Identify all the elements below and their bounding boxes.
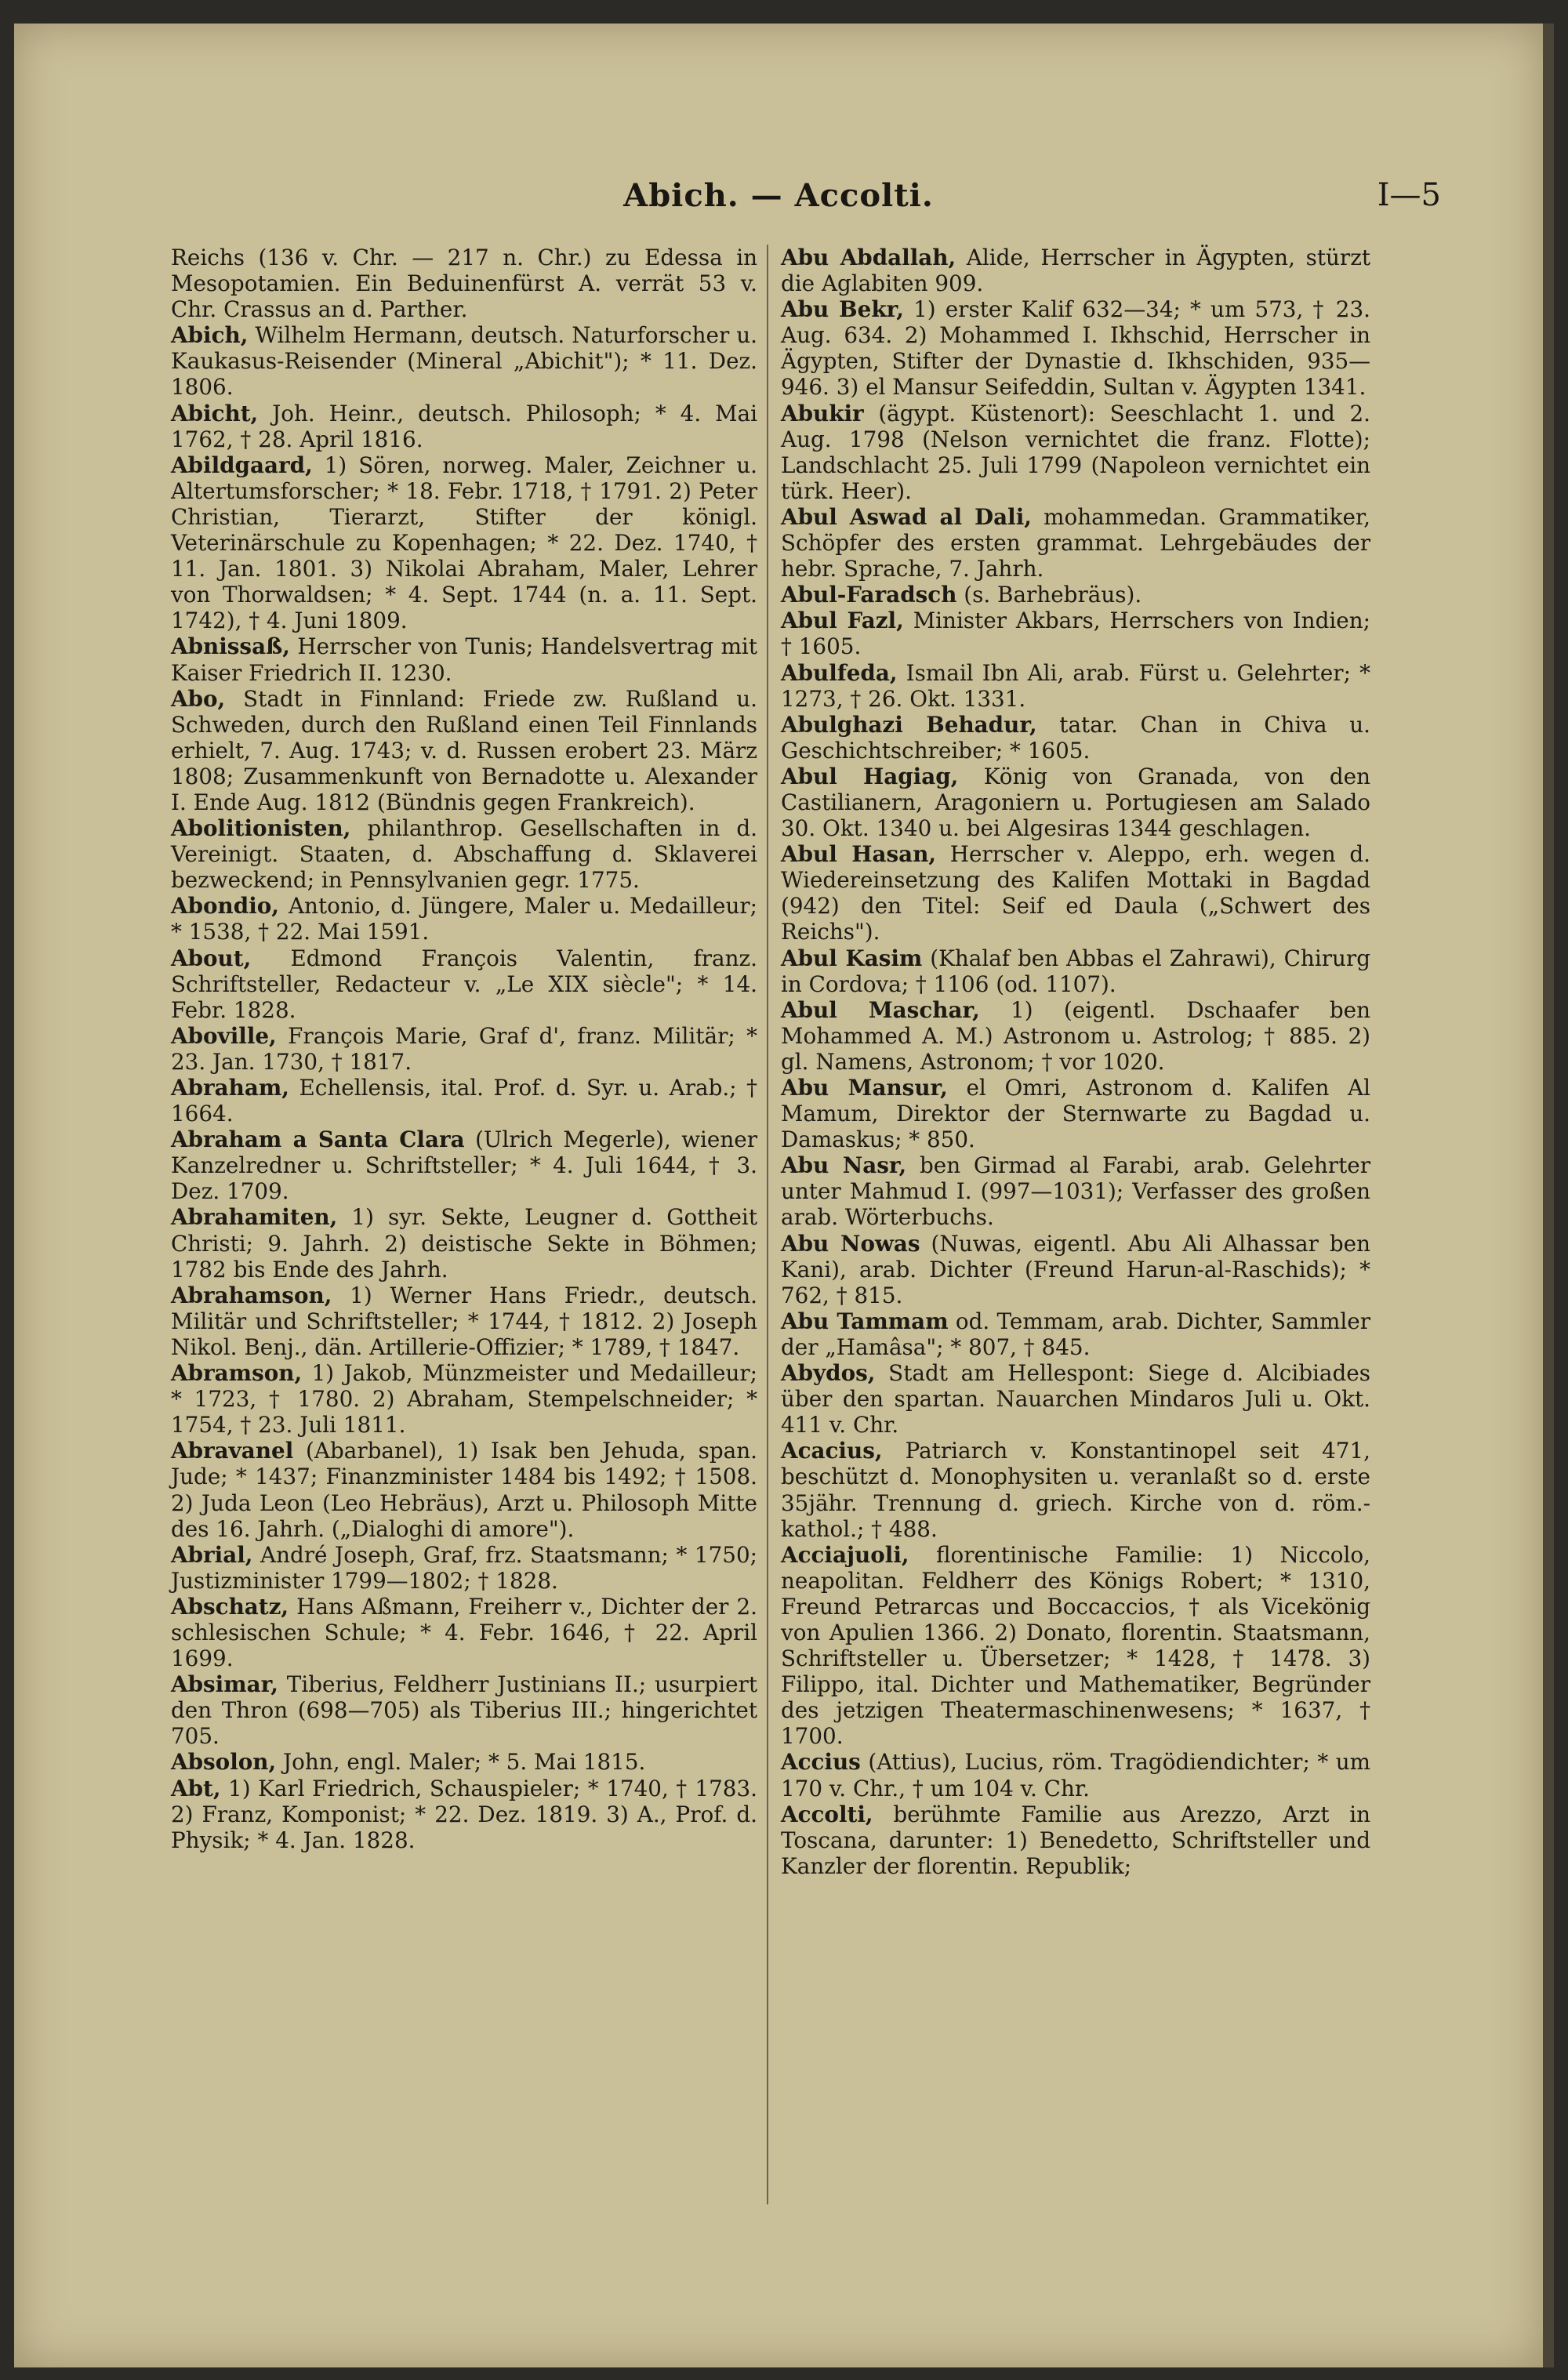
entry-text: Echellensis, ital. Prof. d. Syr. u. Arab.; † 1664. [171, 1075, 757, 1127]
entry-headword: Abrial, [171, 1541, 253, 1568]
entry-text: el Omri, Astronom d. Kalifen Al Mamum, Direktor der Sternwarte zu Bagdad u. Damaskus; * 850. [781, 1075, 1370, 1153]
entry-text: Hans Aßmann, Freiherr v., Dichter der 2. schlesischen Schule; * 4. Febr. 1646, † 22. April 1699. [171, 1593, 757, 1672]
entry-text: florentinische Familie: 1) Niccolo, neapolitan. Feldherr des Königs Robert; * 1310, Freund Petrarcas und Boccaccios, † als Vicekönig von Apulien 1366. 2) Donato, florentin. Staatsmann, Schriftsteller u. Übersetzer; * 1428, † 1478. 3) Filippo, ital. Dichter und Mathematiker, Begründer des jetzigen Theatermaschinenwesens; * 1637, † 1700. [781, 1541, 1370, 1750]
dictionary-entry [171, 245, 757, 322]
entry-text: André Joseph, Graf, frz. Staatsmann; * 1750; Justizminister 1799—1802; † 1828. [171, 1541, 757, 1594]
dictionary-entry [781, 1075, 1370, 1152]
dictionary-entry [171, 893, 757, 945]
entry-headword: Abraham, [171, 1075, 289, 1101]
dictionary-entry [781, 660, 1370, 712]
entry-headword: Abnissaß, [171, 633, 290, 660]
dictionary-entry [781, 1152, 1370, 1230]
dictionary-entry [781, 1749, 1370, 1801]
entry-headword: Abulfeda, [781, 659, 898, 686]
entry-text: Herrscher v. Aleppo, erh. wegen d. Wiedereinsetzung des Kalifen Mottaki in Bagdad (942) den Titel: Seif ed Daula („Schwert des Reichs"). [781, 841, 1370, 945]
entry-headword: Abul-Faradsch [781, 582, 957, 608]
entry-text: Stadt am Hellespont: Siege d. Alcibiades über den spartan. Nauarchen Mindaros Juli u. Okt. 411 v. Chr. [781, 1360, 1370, 1439]
entry-text: Wilhelm Hermann, deutsch. Naturforscher u. Kaukasus-Reisender (Mineral „Abichit"); * 11. Dez. 1806. [171, 322, 757, 401]
entry-headword: Abul Hasan, [781, 841, 937, 868]
entry-headword: Abu Nasr, [781, 1152, 907, 1179]
entry-text: 1) erster Kalif 632—34; * um 573, † 23. Aug. 634. 2) Mohammed I. Ikhschid, Herrscher in Ägypten, Stifter der Dynastie d. Ikhschiden, 935—946. 3) el Mansur Seifeddin, Sultan v. Ägypten 1341. [781, 296, 1370, 401]
page-header [14, 177, 1543, 224]
entry-text: od. Temmam, arab. Dichter, Sammler der „Hamâsa"; * 807, † 845. [781, 1308, 1370, 1360]
dictionary-entry [171, 1204, 757, 1282]
dictionary-entry [171, 1283, 757, 1360]
entry-text: ben Girmad al Farabi, arab. Gelehrter unter Mahmud I. (997—1031); Verfasser des großen arab. Wörterbuchs. [781, 1152, 1370, 1231]
dictionary-entry [781, 1801, 1370, 1879]
entry-headword: Acciajuoli, [781, 1541, 909, 1568]
dictionary-entry [171, 633, 757, 685]
dictionary-entry [171, 815, 757, 893]
entry-headword: Abul Kasim [781, 945, 923, 971]
entry-text: 1) syr. Sekte, Leugner d. Gottheit Christi; 9. Jahrh. 2) deistische Sekte in Böhmen; 1782 bis Ende des Jahrh. [171, 1204, 757, 1283]
dictionary-entry [171, 1749, 757, 1775]
dictionary-entry [781, 764, 1370, 841]
dictionary-entry [171, 401, 757, 452]
entry-headword: Abolitionisten, [171, 815, 351, 842]
entry-text: François Marie, Graf d', franz. Militär; * 23. Jan. 1730, † 1817. [171, 1022, 757, 1075]
entry-text: Patriarch v. Konstantinopel seit 471, beschützt d. Monophysiten u. veranlaßt so d. erste 35jähr. Trennung d. griech. Kirche von d. röm.-kathol.; † 488. [781, 1438, 1370, 1542]
dictionary-entry [781, 582, 1370, 608]
dictionary-entry [171, 1360, 757, 1438]
entry-text: Joh. Heinr., deutsch. Philosoph; * 4. Mai 1762, † 28. April 1816. [171, 400, 757, 452]
dictionary-entry [781, 608, 1370, 659]
page-number: I—5 [1377, 177, 1441, 213]
entry-headword: Abschatz, [171, 1593, 289, 1620]
entry-text: berühmte Familie aus Arezzo, Arzt in Toscana, darunter: 1) Benedetto, Schriftsteller und Kanzler der florentin. Republik; [781, 1801, 1370, 1879]
entry-headword: Abydos, [781, 1360, 876, 1387]
book-page [14, 24, 1554, 2367]
entry-text: 1) Werner Hans Friedr., deutsch. Militär und Schriftsteller; * 1744, † 1812. 2) Joseph Nikol. Benj., dän. Artillerie-Offizier; * 1789, † 1847. [171, 1282, 757, 1360]
entry-headword: Abul Hagiag, [781, 763, 959, 789]
dictionary-entry [781, 945, 1370, 997]
dictionary-entry [171, 322, 757, 400]
entry-headword: Abu Mansur, [781, 1075, 948, 1101]
left-column [171, 245, 757, 1853]
entry-headword: Abulghazi Behadur, [781, 711, 1037, 738]
dictionary-entry [171, 686, 757, 815]
dictionary-entry [781, 1360, 1370, 1438]
dictionary-entry [171, 452, 757, 634]
entry-headword: Abramson, [171, 1360, 303, 1387]
entry-text: (Abarbanel), 1) Isak ben Jehuda, span. Jude; * 1437; Finanzminister 1484 bis 1492; † 1508. 2) Juda Leon (Leo Hebräus), Arzt u. Philosoph Mitte des 16. Jahrh. („Dialoghi di amore"). [171, 1438, 757, 1542]
entry-headword: Abul Fazl, [781, 608, 904, 634]
right-column [781, 245, 1370, 1879]
entry-headword: Absimar, [171, 1671, 278, 1698]
entry-headword: About, [171, 945, 252, 971]
dictionary-entry [171, 1438, 757, 1541]
entry-headword: Abich, [171, 322, 249, 349]
dictionary-entry [781, 296, 1370, 400]
entry-text: mohammedan. Grammatiker, Schöpfer des ersten grammat. Lehrgebäudes der hebr. Sprache, 7. Jahrh. [781, 503, 1370, 582]
entry-text: Ismail Ibn Ali, arab. Fürst u. Gelehrter; * 1273, † 26. Okt. 1331. [781, 659, 1370, 712]
dictionary-entry [171, 1776, 757, 1853]
entry-headword: Accolti, [781, 1801, 873, 1827]
entry-text: Tiberius, Feldherr Justinians II.; usurpiert den Thron (698—705) als Tiberius III.; hingerichtet 705. [171, 1671, 757, 1750]
entry-text: philanthrop. Gesellschaften in d. Vereinigt. Staaten, d. Abschaffung d. Sklaverei bezweckend; in Pennsylvanien gegr. 1775. [171, 815, 757, 894]
entry-text: Antonio, d. Jüngere, Maler u. Medailleur; * 1538, † 22. Mai 1591. [171, 893, 757, 945]
entry-headword: Abul Maschar, [781, 996, 980, 1023]
dictionary-entry [171, 945, 757, 1023]
entry-text: Stadt in Finnland: Friede zw. Rußland u. Schweden, durch den Rußland einen Teil Finnlands erhielt, 7. Aug. 1743; v. d. Russen erobert 23. März 1808; Zusammenkunft von Bernadotte u. Alexander I. Ende Aug. 1812 (Bündnis gegen Frankreich). [171, 685, 757, 815]
dictionary-entry [171, 1594, 757, 1671]
entry-headword: Abildgaard, [171, 452, 313, 478]
entry-text: (ägypt. Küstenort): Seeschlacht 1. und 2. Aug. 1798 (Nelson vernichtet die franz. Flotte); Landschlacht 25. Juli 1799 (Napoleon vernichtet ein türk. Heer). [781, 400, 1370, 504]
entry-text: Edmond François Valentin, franz. Schriftsteller, Redacteur v. „Le XIX siècle"; * 14. Febr. 1828. [171, 945, 757, 1023]
entry-text: (Nuwas, eigentl. Abu Ali Alhassar ben Kani), arab. Dichter (Freund Harun-al-Raschids); * 762, † 815. [781, 1230, 1370, 1308]
entry-headword: Abu Nowas [781, 1230, 920, 1257]
entry-headword: Abondio, [171, 893, 279, 920]
entry-headword: Acacius, [781, 1438, 883, 1464]
dictionary-entry [171, 1127, 757, 1204]
entry-text: tatar. Chan in Chiva u. Geschichtschreiber; * 1605. [781, 711, 1370, 764]
entry-text: 1) (eigentl. Dschaafer ben Mohammed A. M.) Astronom u. Astrolog; † 885. 2) gl. Namens, Astronom; † vor 1020. [781, 996, 1370, 1075]
dictionary-entry [171, 1023, 757, 1075]
running-title: Abich. — Accolti. [623, 177, 934, 214]
entry-headword: Abrahamson, [171, 1282, 332, 1308]
entry-text: Alide, Herrscher in Ägypten, stürzt die Aglabiten 909. [781, 245, 1371, 297]
entry-headword: Abicht, [171, 400, 259, 426]
dictionary-entry [781, 841, 1370, 945]
entry-headword: Abraham a Santa Clara [171, 1127, 465, 1153]
dictionary-entry [781, 712, 1370, 764]
entry-text: (Ulrich Megerle), wiener Kanzelredner u. Schriftsteller; * 4. Juli 1644, † 3. Dez. 1709. [171, 1127, 757, 1205]
entry-headword: Aboville, [171, 1022, 277, 1049]
entry-text: 1) Karl Friedrich, Schauspieler; * 1740, † 1783. 2) Franz, Komponist; * 22. Dez. 1819. 3) A., Prof. d. Physik; * 4. Jan. 1828. [171, 1775, 757, 1853]
entry-headword: Abu Tammam [781, 1308, 949, 1334]
entry-text: (s. Barhebräus). [956, 582, 1142, 608]
entry-text: König von Granada, von den Castilianern, Aragoniern u. Portugiesen am Salado 30. Okt. 1340 u. bei Algesiras 1344 geschlagen. [781, 763, 1370, 842]
entry-text: (Khalaf ben Abbas el Zahrawi), Chirurg in Cordova; † 1106 (od. 1107). [781, 945, 1370, 997]
dictionary-entry [171, 1075, 757, 1127]
entry-headword: Abul Aswad al Dali, [781, 503, 1032, 530]
dictionary-entry [781, 997, 1370, 1075]
entry-headword: Abt, [171, 1775, 221, 1801]
entry-text: John, engl. Maler; * 5. Mai 1815. [276, 1749, 646, 1776]
entry-headword: Abrahamiten, [171, 1204, 338, 1231]
column-divider [767, 245, 768, 2204]
dictionary-entry [781, 1308, 1370, 1360]
entry-headword: Abravanel [171, 1438, 294, 1464]
entry-text: Minister Akbars, Herrschers von Indien; † 1605. [781, 608, 1370, 660]
entry-headword: Abu Bekr, [781, 296, 904, 323]
dictionary-entry [171, 1671, 757, 1749]
entry-text: Herrscher von Tunis; Handelsvertrag mit Kaiser Friedrich II. 1230. [171, 633, 757, 686]
entry-text: 1) Jakob, Münzmeister und Medailleur; * 1723, † 1780. 2) Abraham, Stempelschneider; * 1754, † 23. Juli 1811. [171, 1360, 757, 1439]
entry-headword: Abukir [781, 400, 864, 426]
entry-headword: Abo, [171, 685, 226, 712]
entry-headword: Accius [781, 1749, 861, 1776]
dictionary-entry [781, 245, 1370, 296]
dictionary-entry [781, 1542, 1370, 1750]
dictionary-entry [781, 1438, 1370, 1541]
dictionary-entry [781, 504, 1370, 582]
entry-headword: Abu Abdallah, [781, 245, 956, 270]
dictionary-entry [781, 1231, 1370, 1308]
entry-text: 1) Sören, norweg. Maler, Zeichner u. Altertumsforscher; * 18. Febr. 1718, † 1791. 2) Peter Christian, Tierarzt, Stifter der königl. Veterinärschule zu Kopenhagen; * 22. Dez. 1740, † 11. Jan. 1801. 3) Nikolai Abraham, Maler, Lehrer von Thorwaldsen; * 4. Sept. 1744 (n. a. 11. Sept. 1742), † 4. Juni 1809. [171, 452, 757, 634]
dictionary-entry [781, 401, 1370, 504]
entry-text: Reichs (136 v. Chr. — 217 n. Chr.) zu Edessa in Mesopotamien. Ein Beduinenfürst A. verrät 53 v. Chr. Crassus an d. Parther. [171, 245, 757, 323]
dictionary-entry [171, 1542, 757, 1594]
entry-text: (Attius), Lucius, röm. Tragödiendichter; * um 170 v. Chr., † um 104 v. Chr. [781, 1749, 1370, 1801]
entry-headword: Absolon, [171, 1749, 277, 1776]
